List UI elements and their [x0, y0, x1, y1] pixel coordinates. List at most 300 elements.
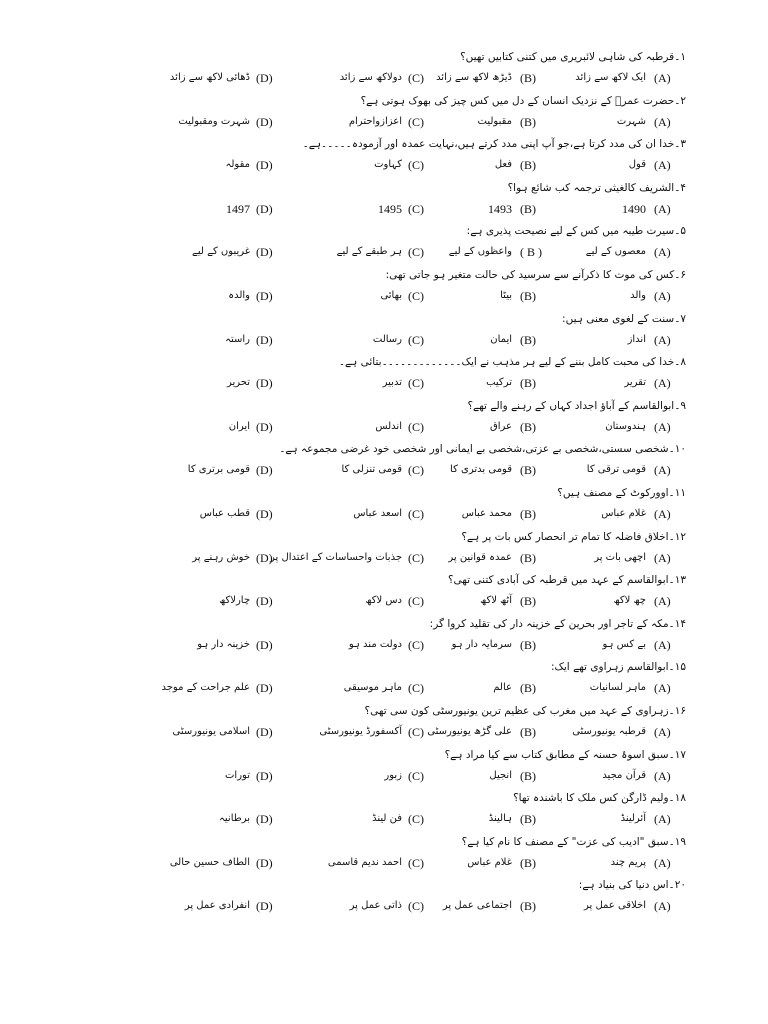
options-row	[170, 417, 686, 439]
option-b	[458, 504, 588, 526]
option-label: (A)	[654, 768, 671, 783]
option-text: قومی تنزلی کا	[341, 464, 402, 476]
option-label: (C)	[408, 289, 424, 303]
option-text: سرمایہ دار ہو	[451, 638, 512, 650]
option-label: (A)	[654, 201, 671, 216]
option-label: (B)	[520, 289, 536, 303]
option-c	[300, 199, 450, 221]
option-label: (C)	[408, 855, 424, 870]
option-text: تدبیر	[382, 377, 402, 389]
option-d	[170, 373, 300, 395]
option-label: (C)	[408, 637, 424, 652]
options-row	[170, 460, 686, 482]
option-label: (C)	[408, 376, 424, 391]
option-d	[170, 417, 300, 439]
option-label: (A)	[654, 507, 671, 521]
option-label: (D)	[256, 114, 273, 129]
option-label: (B)	[520, 507, 536, 521]
option-label: (D)	[256, 507, 273, 521]
option-text: رسالت	[372, 333, 402, 345]
option-c	[300, 373, 450, 395]
question-text: ۷۔سنت کے لغوی معنی ہیں:	[562, 312, 686, 325]
option-text: ہالینڈ	[488, 813, 512, 825]
option-label: (D)	[256, 725, 273, 739]
option-label: (C)	[408, 812, 424, 827]
option-text: الطاف حسین حالی	[169, 856, 250, 868]
question-text: ۱۰۔شخصی سستی،شخصی بے عزتی،شخصی بے ایمانی اور شخصی خود غرضی مجموعہ ہے۔	[279, 443, 686, 456]
option-label: (A)	[654, 681, 671, 696]
option-text: عالم	[493, 682, 512, 694]
option-text: آئرلینڈ	[620, 813, 646, 825]
question-text: ۱۳۔ابوالقاسم کے عہد میں قرطبہ کی آبادی کتنی تھی؟	[447, 574, 686, 587]
option-a	[575, 68, 686, 90]
option-text: ہندوستان	[605, 420, 646, 432]
option-label: (A)	[654, 245, 671, 260]
option-text: پریم چند	[610, 856, 646, 868]
question-block	[170, 50, 686, 94]
question-text: ۱۹۔سبق "ادیب کی عزت" کے مصنف کا نام کیا ہے؟	[461, 835, 686, 848]
option-text: 1490	[622, 201, 646, 216]
option-c	[300, 330, 450, 352]
option-text: زبور	[384, 769, 402, 781]
option-label: (A)	[654, 289, 671, 303]
question-text: ۶۔کس کی موت کا ذکرآنے سے سرسید کی حالت متغیر ہو جاتی تھی:	[385, 269, 686, 281]
option-label: (A)	[654, 332, 671, 347]
option-text: دس لاکھ	[365, 595, 402, 607]
question-text: ۱۱۔اوورکوٹ کے مصنف ہیں؟	[557, 487, 686, 499]
option-label: (A)	[654, 725, 671, 739]
option-label: (C)	[408, 768, 424, 783]
option-text: بے کس ہو	[602, 638, 646, 650]
option-d	[170, 286, 300, 308]
option-label: (C)	[408, 550, 424, 565]
option-text: 1497	[226, 201, 250, 216]
option-text: ایران	[228, 420, 250, 432]
option-label: (D)	[256, 71, 273, 85]
question-text: ۱۸۔ولیم ڈارگن کس ملک کا باشندہ تھا؟	[513, 792, 686, 805]
option-label: (C)	[408, 201, 424, 216]
option-label: (A)	[654, 376, 671, 391]
option-c	[300, 242, 450, 264]
option-text: غلام عباس	[467, 856, 512, 868]
option-text: ایک لاکھ سے زائد	[575, 72, 646, 83]
option-text: دولاکھ سے زائد	[339, 72, 402, 83]
option-label: (B)	[520, 114, 536, 129]
option-b	[458, 199, 588, 221]
options-row	[170, 504, 686, 526]
option-text: اخلاقی عمل پر	[583, 900, 646, 912]
options-row	[170, 766, 686, 788]
option-text: قومی ترقی کا	[586, 464, 646, 476]
option-text: بھائی	[380, 290, 402, 301]
question-block	[170, 573, 686, 617]
option-label: (A)	[654, 594, 671, 609]
option-label: (B)	[520, 376, 536, 391]
option-a	[585, 242, 686, 264]
option-text: شہرت ومقبولیت	[178, 115, 250, 127]
question-block	[170, 835, 686, 879]
option-d	[170, 242, 300, 264]
question-block	[170, 181, 686, 225]
option-label: (D)	[256, 463, 273, 478]
option-label: (C)	[408, 507, 424, 521]
options-row	[170, 330, 686, 352]
option-text: والدہ	[228, 290, 250, 301]
option-label: (C)	[408, 332, 424, 347]
option-label: (C)	[408, 245, 424, 260]
option-text: ذاتی عمل پر	[349, 900, 402, 912]
option-text: مقبولیت	[477, 115, 512, 127]
options-row	[170, 722, 686, 744]
question-block	[170, 399, 686, 443]
option-c	[300, 853, 450, 875]
option-text: اسلامی یونیورسٹی	[172, 726, 250, 737]
option-text: تورات	[225, 769, 250, 781]
option-label: (D)	[256, 855, 273, 870]
options-row	[170, 199, 686, 221]
option-text: اعزازواحترام	[348, 115, 402, 127]
option-c	[270, 548, 450, 570]
option-label: (D)	[256, 158, 273, 173]
question-text: ۱۲۔اخلاق فاضلہ کا تمام تر انحصار کس بات پر ہے؟	[461, 530, 686, 543]
option-text: علم جراحت کے موجد	[161, 682, 250, 694]
options-row	[170, 853, 686, 875]
option-b	[458, 591, 588, 613]
question-block	[170, 748, 686, 792]
option-label: (B)	[520, 899, 536, 914]
option-a	[588, 199, 686, 221]
option-label: (A)	[654, 855, 671, 870]
option-label: (C)	[408, 419, 424, 434]
question-text: ۳۔خدا ان کی مدد کرتا ہے،جو آپ اپنی مدد کرتے ہیں،نہایت عمدہ اور آزمودہ۔۔۔۔۔ہے۔	[302, 138, 686, 151]
option-d	[170, 155, 300, 177]
option-text: علی گڑھ یونیورسٹی	[427, 726, 512, 737]
option-text: کہاوت	[374, 159, 402, 171]
option-label: (C)	[408, 594, 424, 609]
option-text: قرطبہ یونیورسٹی	[572, 726, 646, 737]
option-a	[588, 591, 686, 613]
option-a	[588, 330, 686, 352]
option-b	[427, 722, 588, 744]
option-c	[300, 766, 450, 788]
question-text: ۴۔الشریف کالغیثی ترجمہ کب شائع ہوا؟	[507, 181, 686, 194]
option-text: شہرت	[616, 115, 646, 127]
question-block	[170, 442, 686, 486]
option-text: فن لینڈ	[372, 813, 402, 825]
option-text: چارلاکھ	[219, 595, 250, 607]
option-d	[161, 678, 300, 700]
option-text: غلام عباس	[601, 508, 646, 519]
option-text: ڈھائی لاکھ سے زائد	[169, 72, 250, 83]
option-label: (B)	[520, 637, 536, 652]
option-c	[300, 896, 450, 918]
option-text: عراق	[489, 420, 512, 432]
option-b	[458, 853, 588, 875]
option-label: (C)	[408, 158, 424, 173]
options-row	[170, 635, 686, 657]
option-label: (B)	[520, 812, 536, 827]
option-b	[458, 373, 588, 395]
option-label: (C)	[408, 725, 424, 739]
option-label: (D)	[256, 681, 273, 696]
option-text: قومی بدتری کا	[450, 464, 512, 476]
option-a	[588, 504, 686, 526]
question-block	[170, 312, 686, 356]
options-row	[170, 68, 686, 90]
option-label: (A)	[654, 637, 671, 652]
option-a	[588, 809, 686, 831]
option-text: 1493	[488, 201, 512, 216]
option-label: (B)	[520, 332, 536, 347]
option-a	[588, 417, 686, 439]
option-text: چھ لاکھ	[613, 595, 646, 607]
option-label: (D)	[256, 812, 273, 827]
question-text: ۱۷۔سبق اسوۂ حسنہ کے مطابق کتاب سے کیا مراد ہے؟	[444, 748, 686, 761]
option-text: انفرادی عمل پر	[184, 900, 250, 912]
options-row	[170, 896, 686, 918]
option-a	[583, 896, 686, 918]
option-b	[458, 155, 588, 177]
option-label: (C)	[408, 114, 424, 129]
option-d	[170, 591, 300, 613]
option-label: (D)	[256, 768, 273, 783]
option-text: 1495	[378, 201, 402, 216]
option-a	[588, 460, 686, 482]
option-b	[458, 112, 588, 134]
option-a	[588, 678, 686, 700]
option-text: والد	[630, 290, 646, 301]
option-b	[448, 242, 588, 264]
option-c	[300, 68, 450, 90]
option-d	[170, 330, 300, 352]
option-b	[458, 286, 588, 308]
option-text: معصوں کے لیے	[585, 246, 646, 258]
option-text: قول	[628, 159, 646, 171]
option-text: مقولہ	[225, 159, 250, 171]
question-text: ۲۔حضرت عمرؓ کے نزدیک انسان کے دل میں کس چیز کی بھوک ہوتی ہے؟	[360, 94, 686, 107]
option-text: ڈیڑھ لاکھ سے زائد	[436, 72, 512, 83]
question-block	[170, 530, 686, 574]
option-label: (D)	[256, 419, 273, 434]
option-a	[588, 286, 686, 308]
option-label: (D)	[256, 245, 273, 260]
option-label: (C)	[408, 463, 424, 478]
option-label: (B)	[520, 681, 536, 696]
option-d	[170, 548, 300, 570]
option-label: (D)	[256, 594, 273, 609]
option-text: اسعد عباس	[353, 508, 402, 519]
question-text: ۸۔خدا کی محبت کامل بننے کے لیے ہر مذہب نے ایک۔۔۔۔۔۔۔۔۔۔۔۔۔بتائی ہے۔	[338, 356, 686, 369]
option-text: انداز	[627, 333, 646, 345]
option-text: غریبوں کے لیے	[192, 246, 250, 258]
options-row	[170, 373, 686, 395]
option-text: قومی برتری کا	[187, 464, 250, 476]
option-b	[448, 548, 588, 570]
option-a	[588, 853, 686, 875]
option-label: (D)	[256, 332, 273, 347]
question-block	[170, 791, 686, 835]
option-d	[170, 766, 300, 788]
option-text: ایمان	[490, 333, 512, 345]
option-label: (A)	[654, 419, 671, 434]
option-a	[588, 766, 686, 788]
option-d	[170, 68, 300, 90]
option-label: (B)	[520, 419, 536, 434]
option-label: (A)	[654, 812, 671, 827]
option-label: (B)	[520, 725, 536, 739]
option-c	[300, 591, 450, 613]
question-block	[170, 617, 686, 661]
option-label: (D)	[256, 637, 273, 652]
option-text: راستہ	[225, 333, 250, 345]
question-text: ۱۴۔مکہ کے تاجر اور بحرین کے خزینہ دار کی تقلید کروا گر:	[429, 617, 686, 630]
option-label: (B)	[520, 201, 536, 216]
option-text: عمدہ قوانین پر	[448, 551, 512, 563]
option-text: ترکیب	[486, 377, 512, 389]
option-c	[300, 678, 450, 700]
option-label: (A)	[654, 463, 671, 478]
option-label: (D)	[256, 376, 273, 391]
options-row	[170, 155, 686, 177]
option-b	[458, 330, 588, 352]
option-text: اچھی بات پر	[594, 551, 646, 563]
option-label: (D)	[256, 550, 273, 565]
option-c	[300, 635, 450, 657]
options-row	[170, 591, 686, 613]
option-label: (B)	[520, 768, 536, 783]
option-text: احمد ندیم قاسمی	[327, 856, 402, 868]
question-block	[170, 268, 686, 312]
option-c	[300, 722, 450, 744]
option-c	[300, 286, 450, 308]
options-row	[170, 242, 686, 264]
option-c	[300, 155, 450, 177]
option-label: (B)	[520, 71, 536, 85]
option-b	[451, 635, 588, 657]
question-text: ۲۰۔اس دنیا کی بنیاد ہے:	[578, 879, 686, 892]
option-b	[458, 766, 588, 788]
question-block	[161, 660, 686, 704]
question-text: ۱۵۔ابوالقاسم زہراوی تھے ایک:	[550, 661, 686, 674]
option-a	[588, 635, 686, 657]
option-text: محمد عباس	[461, 508, 512, 519]
options-row	[170, 112, 686, 134]
option-label: (D)	[256, 289, 273, 303]
option-a	[572, 722, 686, 744]
option-label: (C)	[408, 71, 424, 85]
option-text: خزینہ دار ہو	[197, 638, 250, 650]
option-d	[170, 722, 300, 744]
option-text: فعل	[494, 159, 512, 171]
option-d	[170, 853, 300, 875]
option-label: (D)	[256, 899, 273, 914]
option-label: (A)	[654, 158, 671, 173]
question-block	[170, 224, 686, 268]
option-text: ماہر موسیقی	[343, 682, 402, 694]
option-d	[170, 460, 300, 482]
question-text: ۹۔ابوالقاسم کے آباؤ اجداد کہاں کے رہنے والے تھے؟	[467, 399, 686, 412]
option-b	[458, 809, 588, 831]
option-d	[170, 809, 300, 831]
options-row	[170, 548, 686, 570]
option-b	[458, 678, 588, 700]
option-label: (C)	[408, 681, 424, 696]
question-text: ۱۶۔زہراوی کے عہد میں مغرب کی عظیم ترین یونیورسٹی کون سی تھی؟	[364, 705, 686, 717]
option-text: واعظوں کے لیے	[448, 246, 512, 258]
option-d	[170, 199, 300, 221]
option-d	[170, 635, 300, 657]
option-text: ماہر لسانیات	[589, 682, 646, 694]
options-row	[170, 286, 686, 308]
question-text: ۵۔سیرت طیبہ میں کس کے لیے نصیحت پذیری ہے:	[466, 225, 686, 238]
option-a	[588, 548, 686, 570]
option-text: تقریر	[624, 377, 646, 389]
option-c	[300, 112, 450, 134]
question-block	[170, 94, 686, 138]
option-label: (A)	[654, 899, 671, 914]
option-b	[436, 68, 588, 90]
option-b	[458, 417, 588, 439]
option-text: آٹھ لاکھ	[480, 595, 512, 607]
option-c	[300, 809, 450, 831]
option-a	[588, 112, 686, 134]
option-text: اندلس	[375, 420, 402, 432]
option-label: ( B )	[520, 245, 542, 260]
option-text: قطب عباس	[199, 508, 250, 519]
option-label: (B)	[520, 594, 536, 609]
option-text: برطانیہ	[219, 813, 250, 825]
option-text: بیٹا	[500, 290, 512, 301]
option-text: انجیل	[489, 769, 512, 781]
option-text: تحریر	[226, 377, 250, 389]
option-label: (A)	[654, 550, 671, 565]
option-text: اجتماعی عمل پر	[442, 900, 512, 912]
option-label: (B)	[520, 550, 536, 565]
option-a	[588, 373, 686, 395]
option-text: آکسفورڈ یونیورسٹی	[319, 726, 402, 737]
question-block	[170, 137, 686, 181]
option-label: (D)	[256, 201, 273, 216]
question-text: ۱۔قرطبہ کی شاہی لائبریری میں کتنی کتابیں تھیں؟	[460, 51, 686, 63]
option-d	[170, 504, 300, 526]
option-c	[300, 417, 450, 439]
question-block	[170, 878, 686, 922]
question-block	[170, 355, 686, 399]
option-d	[170, 896, 300, 918]
question-block	[170, 704, 686, 748]
option-label: (A)	[654, 71, 671, 85]
options-row	[161, 678, 686, 700]
option-b	[442, 896, 588, 918]
option-text: دولت مند ہو	[348, 638, 402, 650]
option-b	[450, 460, 588, 482]
option-d	[170, 112, 300, 134]
option-label: (C)	[408, 899, 424, 914]
option-label: (B)	[520, 463, 536, 478]
option-label: (A)	[654, 114, 671, 129]
option-c	[300, 460, 450, 482]
option-text: خوش رہنے پر	[192, 551, 250, 563]
options-row	[170, 809, 686, 831]
option-a	[588, 155, 686, 177]
option-text: جذبات واحساسات کے اعتدال پر	[270, 551, 402, 563]
question-block	[170, 486, 686, 530]
option-label: (B)	[520, 158, 536, 173]
option-text: قرآن مجید	[602, 769, 646, 781]
option-label: (B)	[520, 855, 536, 870]
option-text: ہر طبقے کے لیے	[336, 246, 402, 258]
option-c	[300, 504, 450, 526]
